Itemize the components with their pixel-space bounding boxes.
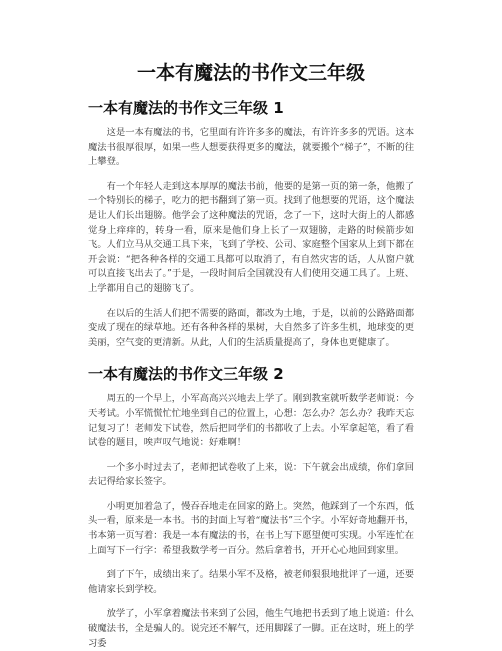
paragraph: 这是一本有魔法的书，它里面有许许多多的魔法，有许许多多的咒语。这本魔法书很厚很厚，如果一些人想要获得更多的魔法，就要搬个“梯子”，不断的往上攀登。 (88, 127, 414, 168)
section-heading: 一本有魔法的书作文三年级 2 (88, 365, 284, 384)
paragraph: 放学了，小军拿着魔法书来到了公园，他生气地把书丢到了地上说道：什么破魔法书，全是骗人的。说完还不解气，还用脚踩了一脚。正在这时，班上的学习委 (88, 608, 414, 649)
paragraph: 一个多小时过去了，老师把试卷收了上来，说：下午就会出成绩，你们拿回去记得给家长签字。 (88, 461, 414, 488)
paragraph: 在以后的生活人们把不需要的路面，都改为土地，于是，以前的公路路面都变成了现在的绿草地。还有各种各样的果树，大自然多了许多生机，地球变的更美丽，空气变的更清新。从此，人们的生活质量提高了，身体也更健康了。 (88, 307, 414, 348)
paragraph: 小明更加着急了，慢吞吞地走在回家的路上。突然，他踩到了一个东西，低头一看，原来是一本书。书的封面上写着“魔法书”三个字。小军好奇地翻开书，书本第一页写着：我是一本有魔法的书，在书上写下愿望便可实现。小军连忙在上面写下一行字：希望我数学考一百分。然后拿着书，开开心心地回到家里。 (88, 500, 414, 556)
section-heading: 一本有魔法的书作文三年级 1 (88, 99, 284, 117)
paragraph: 周五的一个早上，小军高高兴兴地去上学了。刚到教室就听数学老师说：今天考试。小军慌慌忙忙地坐到自己的位置上，心想：怎么办？怎么办？我昨天忘记复习了！老师发下试卷，然后把同学们的书都收了上去。小军拿起笔，看了看试卷的题目，唉声叹气地说：好难啊！ (88, 393, 414, 449)
document-title: 一本有魔法的书作文三年级 (136, 62, 365, 84)
paragraph: 到了下午，成绩出来了。结果小军不及格，被老师狠狠地批评了一通，还要他请家长到学校。 (88, 569, 414, 595)
paragraph: 有一个年轻人走到这本厚厚的魔法书前，他要的是第一页的第一条，他搬了一个特别长的梯子，吃力的把书翻到了第一页。找到了他想要的咒语，这个魔法是让人们长出翅膀。他学会了这种魔法的咒语，念了一下，这时大街上的人都感觉身上痒痒的，转身一看，原来是他们身上长了一双翅膀，走路的时候箭步如飞。人们立马从交通工具下来，飞到了学校、公司、家庭整个国家从上到下都在开会说：“把各种各样的交通工具都可以取消了，有自然灾害的话，人从窗户就可以直接飞出去了。”于是，一段时间后全国就没有人们使用交通工具了。上班、上学都用自己的翅膀飞了。 (88, 180, 414, 294)
